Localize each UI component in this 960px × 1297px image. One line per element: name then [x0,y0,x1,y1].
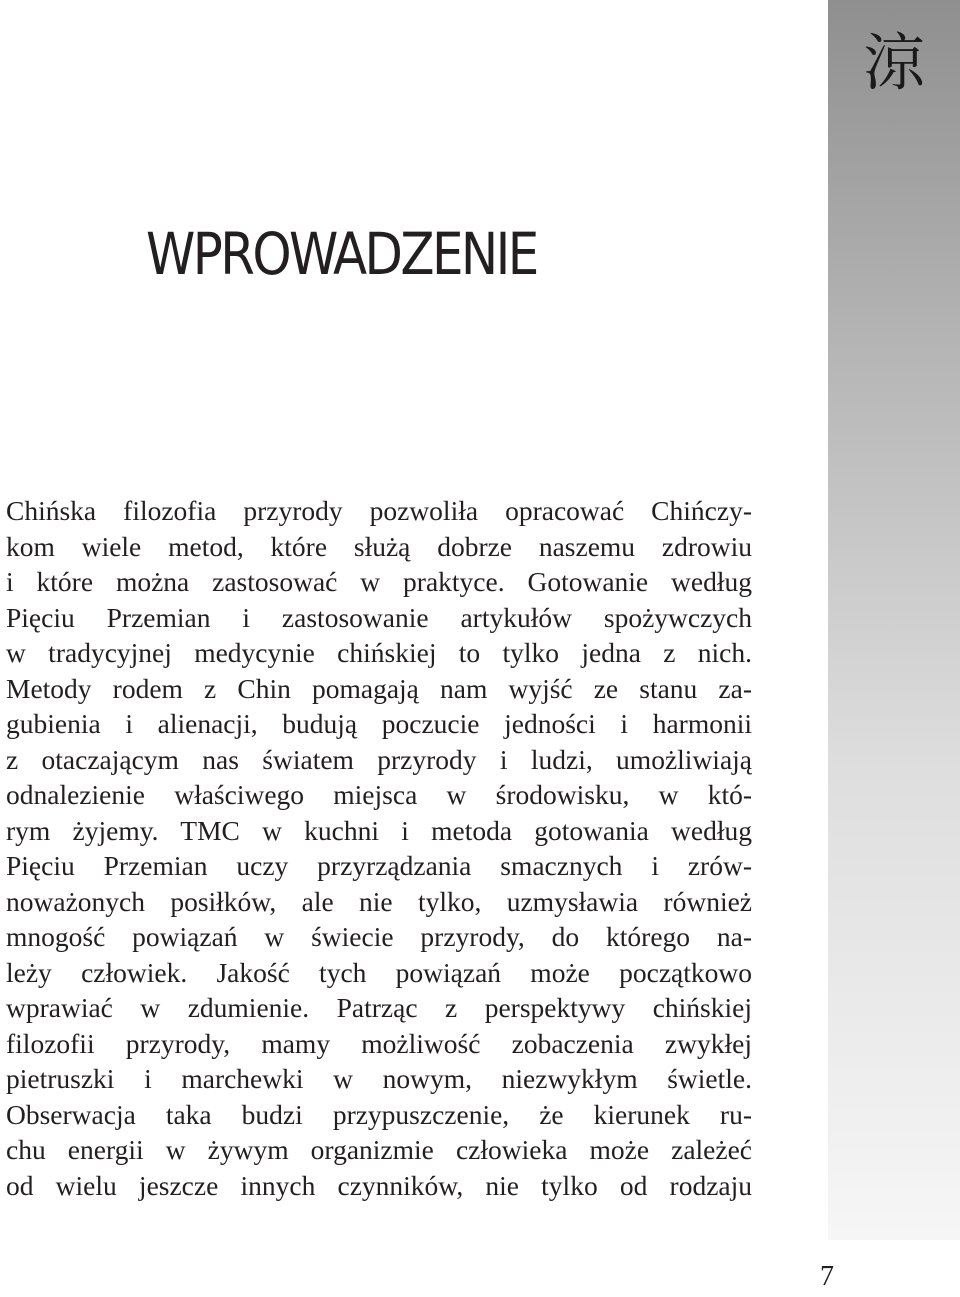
text-line: Obserwacja taka budzi przypuszczenie, że kierunek ru- [6,1098,752,1130]
text-line: od wielu jeszcze innych czynników, nie tylko od rodzaju [6,1169,752,1201]
text-line: Pięciu Przemian i zastosowanie artykułów spożywczych [6,601,752,633]
text-line: Pięciu Przemian uczy przyrządzania smacznych i zrów- [6,850,752,881]
text-line: rym żyjemy. TMC w kuchni i metoda gotowania według [6,814,752,846]
text-line: Metody rodem z Chin pomagają nam wyjść ze stanu za- [6,672,752,704]
text-line: kom wiele metod, które służą dobrze naszemu zdrowiu [6,530,752,562]
text-line: odnalezienie właściwego miejsca w środowisku, w któ- [6,779,752,810]
text-line: mnogość powiązań w świecie przyrody, do którego na- [6,921,752,952]
text-line: leży człowiek. Jakość tych powiązań może początkowo [6,956,752,988]
text-line: Chińska filozofia przyrody pozwoliła opracować Chińczy- [6,495,752,526]
text-line: pietruszki i marchewki w nowym, niezwykłym świetle. [6,1063,752,1094]
text-line: chu energii w żywym organizmie człowieka może zależeć [6,1134,752,1165]
text-line: wprawiać w zdumienie. Patrząc z perspektywy chińskiej [6,992,752,1023]
body-paragraph [6,493,752,1203]
text-line: w tradycyjnej medycynie chińskiej to tylko jedna z nich. [6,637,752,668]
text-line: gubienia i alienacji, budują poczucie jedności i harmonii [6,708,752,739]
page-number: 7 [820,1261,834,1292]
text-line: i które można zastosować w praktyce. Gotowanie według [6,566,752,597]
text-line: filozofii przyrody, mamy możliwość zobaczenia zwykłej [6,1027,752,1059]
text-line: z otaczającym nas światem przyrody i ludzi, umożliwiają [6,743,752,775]
text-line: noważonych posiłków, ale nie tylko, uzmysławia również [6,885,752,917]
chinese-character-glyph: 涼 [862,26,925,99]
chapter-title: WPROWADZENIE [146,220,537,288]
side-tab [828,0,960,1240]
